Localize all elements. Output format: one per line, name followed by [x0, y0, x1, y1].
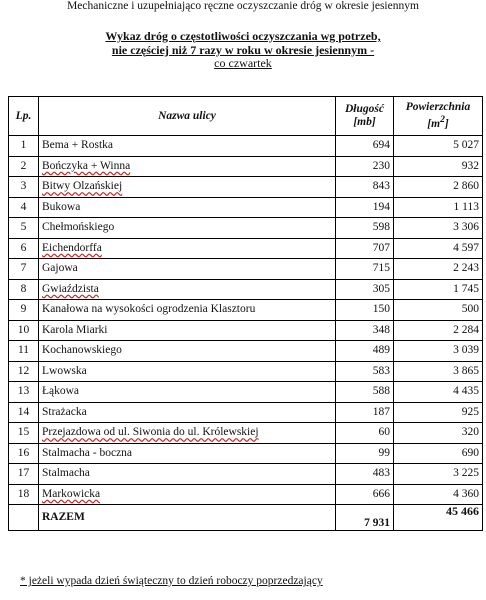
row-lp: 7 [9, 259, 39, 280]
row-length: 348 [336, 320, 394, 341]
length-header-label: Długość [345, 103, 384, 115]
total-area: 45 466 [394, 505, 483, 531]
table-row [9, 341, 483, 362]
total-label: RAZEM [39, 505, 336, 531]
row-street-name: Strażacka [39, 402, 336, 423]
row-street-name: Bema + Rostka [39, 136, 336, 157]
subtitle-line-2: nie częściej niż 7 razy w roku w okresie jesiennym - [111, 42, 375, 57]
roads-table [8, 96, 483, 531]
subtitle-line-3: co czwartek [214, 56, 272, 70]
table-row [9, 443, 483, 464]
total-row [9, 505, 483, 531]
table-header-row [9, 97, 483, 136]
row-length: 194 [336, 197, 394, 218]
row-length: 489 [336, 341, 394, 362]
row-area: 2 284 [394, 320, 483, 341]
column-header-name: Nazwa ulicy [39, 97, 336, 136]
table-row [9, 238, 483, 259]
row-street-name: Łąkowa [39, 382, 336, 403]
row-street-name: Bończyka + Winna [39, 156, 336, 177]
row-area: 5 027 [394, 136, 483, 157]
row-street-name: Chełmońskiego [39, 218, 336, 239]
area-header-unit: $[m^2]$ [427, 114, 449, 131]
row-street-name: Kanałowa na wysokości ogrodzenia Klasztoru [39, 300, 336, 321]
row-lp: 18 [9, 484, 39, 505]
row-length: 694 [336, 136, 394, 157]
length-header-unit: [mb] [353, 116, 376, 128]
row-lp: 9 [9, 300, 39, 321]
row-street-name: Przejazdowa od ul. Siwonia do ul. Królewskiej [39, 423, 336, 444]
table-row [9, 218, 483, 239]
row-street-name: Karola Miarki [39, 320, 336, 341]
table-row [9, 382, 483, 403]
row-length: 588 [336, 382, 394, 403]
row-area: 3 039 [394, 341, 483, 362]
row-length: 99 [336, 443, 394, 464]
row-length: 305 [336, 279, 394, 300]
total-length: 7 931 [336, 505, 394, 531]
row-street-name: Lwowska [39, 361, 336, 382]
row-area: 3 225 [394, 464, 483, 485]
row-lp: 11 [9, 341, 39, 362]
row-street-name: Stalmacha - boczna [39, 443, 336, 464]
table-row [9, 464, 483, 485]
row-area: 3 306 [394, 218, 483, 239]
row-length: 60 [336, 423, 394, 444]
row-lp: 1 [9, 136, 39, 157]
table-row [9, 484, 483, 505]
row-street-name: Markowicka [39, 484, 336, 505]
column-header-lp: Lp. [9, 97, 39, 136]
row-length: 483 [336, 464, 394, 485]
document-title: Mechaniczne i uzupełniająco ręczne oczyszczanie dróg w okresie jesiennym [67, 0, 419, 12]
table-row [9, 320, 483, 341]
row-street-name: Bukowa [39, 197, 336, 218]
row-length: 843 [336, 177, 394, 198]
row-length: 187 [336, 402, 394, 423]
row-area: 3 865 [394, 361, 483, 382]
row-lp: 16 [9, 443, 39, 464]
row-street-name: Eichendorffa [39, 238, 336, 259]
row-area: 4 597 [394, 238, 483, 259]
row-lp: 15 [9, 423, 39, 444]
row-lp: 4 [9, 197, 39, 218]
row-area: 2 243 [394, 259, 483, 280]
table-row [9, 136, 483, 157]
row-length: 666 [336, 484, 394, 505]
table-row [9, 423, 483, 444]
row-street-name: Stalmacha [39, 464, 336, 485]
row-street-name: Gajowa [39, 259, 336, 280]
row-lp: 2 [9, 156, 39, 177]
table-row [9, 259, 483, 280]
row-street-name: Kochanowskiego [39, 341, 336, 362]
row-length: 583 [336, 361, 394, 382]
column-header-length [336, 97, 394, 136]
row-lp: 17 [9, 464, 39, 485]
row-length: 150 [336, 300, 394, 321]
row-area: 4 435 [394, 382, 483, 403]
row-area: 1 745 [394, 279, 483, 300]
row-street-name: Gwiaździsta [39, 279, 336, 300]
row-length: 707 [336, 238, 394, 259]
table-row [9, 361, 483, 382]
row-length: 230 [336, 156, 394, 177]
area-header-label: Powierzchnia [405, 100, 471, 113]
table-row [9, 300, 483, 321]
row-area: 690 [394, 443, 483, 464]
row-area: 932 [394, 156, 483, 177]
row-length: 598 [336, 218, 394, 239]
subtitle-line-1: Wykaz dróg o częstotliwości oczyszczania wg potrzeb, [105, 29, 381, 43]
row-lp: 8 [9, 279, 39, 300]
row-area: 2 860 [394, 177, 483, 198]
row-area: 320 [394, 423, 483, 444]
row-lp: 12 [9, 361, 39, 382]
table-row [9, 156, 483, 177]
row-street-name: Bitwy Olzańskiej [39, 177, 336, 198]
row-lp: 14 [9, 402, 39, 423]
row-area: 500 [394, 300, 483, 321]
row-lp: 10 [9, 320, 39, 341]
row-area: 1 113 [394, 197, 483, 218]
total-lp-cell [9, 505, 39, 531]
row-lp: 3 [9, 177, 39, 198]
row-lp: 13 [9, 382, 39, 403]
footnote: * jeżeli wypada dzień świąteczny to dzień roboczy poprzedzający [20, 575, 323, 587]
row-area: 4 360 [394, 484, 483, 505]
table-row [9, 279, 483, 300]
row-area: 925 [394, 402, 483, 423]
row-lp: 5 [9, 218, 39, 239]
column-header-area [394, 97, 483, 136]
table-row [9, 402, 483, 423]
table-row [9, 197, 483, 218]
table-body [9, 136, 483, 505]
table-row [9, 177, 483, 198]
row-length: 715 [336, 259, 394, 280]
row-lp: 6 [9, 238, 39, 259]
list-subtitle [0, 30, 486, 71]
